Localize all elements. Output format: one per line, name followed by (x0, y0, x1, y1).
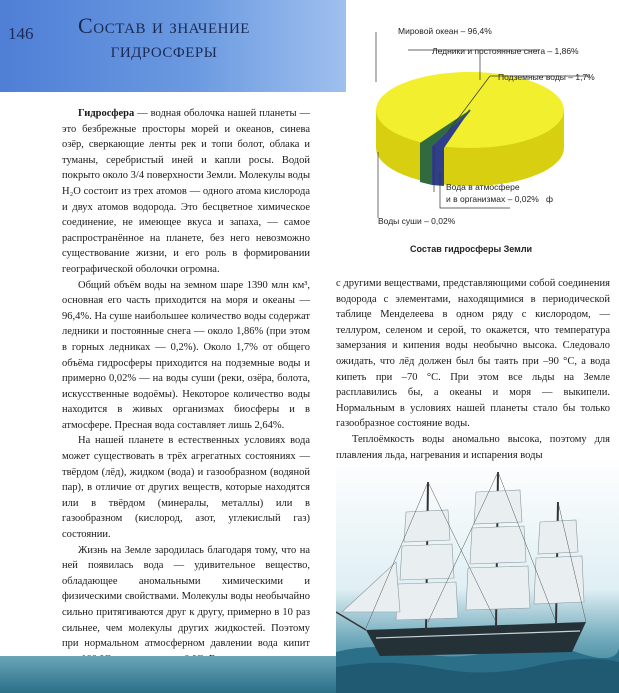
label-ocean: Мировой океан – 96,4% (398, 26, 492, 36)
sea-strip (0, 656, 336, 693)
term-hydrosphere: Гидросфера (78, 108, 135, 119)
sailing-ship-illustration (336, 462, 619, 693)
paragraph-1 (62, 106, 310, 278)
paragraph-3: На нашей планете в естественных условиях вода может существовать в трёх агрегатных состояниях — твёрдом (лёд), жидком (вода) и газообразном (водяной пар), в отличие от других веществ, которые находятся или в твёрдом (минералы, металлы) или в газообразном (кислород, азот, углекислый газ) состоянии. (62, 435, 310, 541)
ship-icon (336, 462, 619, 693)
paragraph-5: с другими веществами, представляющими собой соединения водорода с элементами, находящимися в периодической таблице Менделеева в одном ряду с кислородом, — теллуром, селеном и серой, то окажется, что температура замерзания и кипения воды необычно высока. Следовало ожидать, что лёд должен был бы таять при –90 °С, а вода кипеть при –70 °С. При этом все льды на Земле расплавились бы, а океаны и моря — выкипели. Нормальным в условиях нашей планеты стало бы только газообразное состояние воды. (336, 278, 610, 430)
page-title (64, 14, 264, 62)
pie-body (376, 72, 564, 186)
left-column (62, 106, 310, 683)
page-title-line1: Состав и значение (78, 13, 250, 38)
label-atmosphere-line2: и в организмах – 0,02% (446, 194, 539, 204)
hydrosphere-pie-chart (360, 22, 610, 242)
paragraph-2: Общий объём воды на земном шаре 1390 млн км³, основная его часть приходится на моря и океаны — 96,4%. На суше наибольшее количество воды содержат ледники и постоянные снега — около 1,86% (при этом в горных ледниках — 0,2%). Около 1,7% от общего объёма гидросферы приходится на подземные воды и примерно 0,02% — на воды суши (реки, озёра, болота, искусственные водоёмы). Некоторое количество воды находится в живых организмах биосферы и в атмосфере. Пресная вода составляет лишь 2,64%. (62, 279, 310, 431)
label-atmosphere-suffix: ф (546, 194, 553, 204)
paragraph-1-text: — водная оболочка нашей планеты — это безбрежные просторы морей и океанов, синева озёр, сверкающие ленты рек и топи болот, облака и туманы, серебристый иней и капли росы. Водой покрыто около 3/4 поверхности Земли. Молекулы воды H₂O состоит из трех атомов — одного атома кислорода и двух атомов водорода. Это бесцветное химическое соединение, не имеющее вкуса и запаха, — самое распространённое на планете, без него невозможно существование жизни, и его роль в формировании географической оболочки огромна. (62, 108, 310, 275)
right-column (336, 276, 610, 463)
chart-caption: Состав гидросферы Земли (410, 244, 533, 254)
label-groundwater: Подземные воды – 1,7% (498, 72, 595, 82)
paragraph-4: Жизнь на Земле зародилась благодаря тому, что на ней появилась вода — удивительное вещество, обладающее аномальными химическими и физическими свойствами. Молекулы воды необычайно сильно притягиваются друг к другу, примерно в 10 раз сильнее, чем молекулы других жидкостей. Поэтому при нормальном атмосферном давлении вода кипит (62, 544, 310, 650)
label-atmosphere-line1: Вода в атмосфере (446, 182, 520, 192)
label-glaciers: Ледники и постоянные снега – 1,86% (432, 46, 579, 56)
page-number: 146 (8, 24, 34, 43)
label-land: Воды суши – 0,02% (378, 216, 456, 226)
paragraph-6: Теплоёмкость воды аномально высока, поэтому для плавления льда, нагревания и испарения воды (336, 433, 610, 461)
page-title-line2: гидросферы (110, 37, 218, 62)
